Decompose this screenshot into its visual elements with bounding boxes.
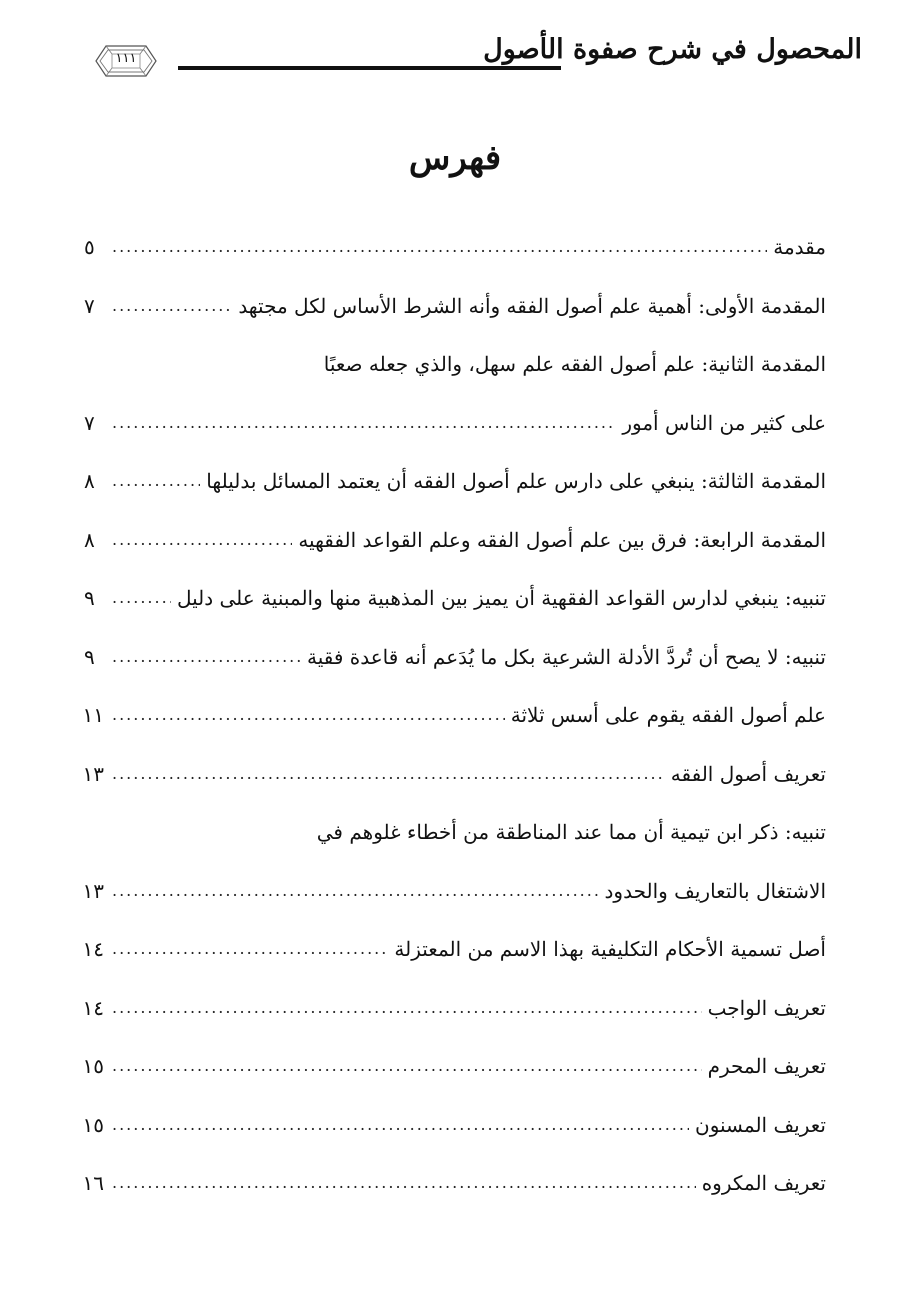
page-number-badge	[92, 42, 160, 80]
toc-entry-page: ١٥	[82, 1112, 104, 1137]
toc-entry-title: تعريف المحرم	[707, 1054, 826, 1079]
toc-leader-dots	[112, 941, 388, 957]
toc-entry-page: ١٣	[82, 878, 104, 903]
index-title: فهرس	[408, 138, 502, 178]
toc-entry-page: ٥	[84, 235, 95, 260]
toc-leader-dots	[112, 766, 665, 782]
toc-entry-page: ٧	[84, 293, 95, 318]
toc-entry-title: المقدمة الرابعة: فرق بين علم أصول الفقه وعلم القواعد الفقهيه	[298, 527, 826, 552]
toc-entry-page: ٨	[84, 469, 95, 494]
table-of-contents	[84, 218, 826, 1213]
toc-entry	[84, 803, 826, 862]
toc-entry	[84, 862, 826, 921]
toc-entry-title: المقدمة الثانية: علم أصول الفقه علم سهل، والذي جعله صعبًا	[323, 352, 826, 377]
header-rule	[178, 66, 561, 70]
toc-entry	[84, 920, 826, 979]
toc-entry	[84, 628, 826, 687]
page-header	[0, 28, 910, 88]
toc-leader-dots	[112, 649, 301, 665]
toc-entry	[84, 1037, 826, 1096]
toc-leader-dots	[112, 415, 616, 431]
toc-entry-page: ٨	[84, 527, 95, 552]
toc-entry-page: ١٣	[82, 761, 104, 786]
toc-entry-title: تعريف المسنون	[695, 1112, 826, 1137]
toc-entry	[84, 979, 826, 1038]
toc-entry	[84, 335, 826, 394]
toc-entry-title: تنبيه: ينبغي لدارس القواعد الفقهية أن يميز بين المذهبية منها والمبنية على دليل	[176, 586, 826, 611]
toc-entry-page: ٧	[84, 410, 95, 435]
toc-entry-title: الاشتغال بالتعاريف والحدود	[604, 878, 826, 903]
toc-leader-dots	[112, 707, 505, 723]
toc-entry-page: ٩	[84, 644, 95, 669]
toc-leader-dots	[112, 239, 767, 255]
toc-entry-title: علم أصول الفقه يقوم على أسس ثلاثة	[510, 703, 826, 728]
toc-entry	[84, 511, 826, 570]
toc-entry	[84, 569, 826, 628]
toc-entry-title: تعريف المكروه	[701, 1171, 826, 1196]
toc-entry-title: تنبيه: ذكر ابن تيمية أن مما عند المناطقة من أخطاء غلوهم في	[316, 820, 826, 845]
toc-entry	[84, 686, 826, 745]
toc-entry-title: المقدمة الأولى: أهمية علم أصول الفقه وأنه الشرط الأساس لكل مجتهد	[238, 293, 826, 318]
toc-leader-dots	[112, 590, 171, 606]
toc-entry-page: ١٤	[82, 995, 104, 1020]
toc-entry-page: ١٤	[82, 937, 104, 962]
toc-entry-title: تنبيه: لا يصح أن تُردَّ الأدلة الشرعية بكل ما يُدَعم أنه قاعدة فقية	[306, 644, 826, 669]
toc-entry	[84, 394, 826, 453]
toc-entry-page: ١٥	[82, 1054, 104, 1079]
toc-entry	[84, 452, 826, 511]
toc-leader-dots	[112, 473, 200, 489]
toc-leader-dots	[112, 1058, 702, 1074]
toc-leader-dots	[112, 298, 232, 314]
toc-entry	[84, 218, 826, 277]
toc-entry	[84, 1154, 826, 1213]
toc-entry-title: أصل تسمية الأحكام التكليفية بهذا الاسم من المعتزلة	[394, 937, 826, 962]
toc-entry-title: على كثير من الناس أمور	[622, 410, 826, 435]
toc-entry-title: تعريف الواجب	[707, 995, 826, 1020]
toc-entry	[84, 745, 826, 804]
toc-leader-dots	[112, 532, 292, 548]
book-title: المحصول في شرح صفوة الأصول	[483, 34, 862, 65]
page-number: ١١١	[115, 51, 137, 66]
toc-entry-page: ١٦	[82, 1171, 104, 1196]
toc-entry-page: ١١	[82, 703, 104, 728]
toc-entry-title: تعريف أصول الفقه	[670, 761, 826, 786]
toc-entry-title: مقدمة	[773, 235, 826, 260]
toc-leader-dots	[112, 1117, 689, 1133]
toc-leader-dots	[112, 1000, 702, 1016]
toc-leader-dots	[112, 1175, 696, 1191]
toc-entry	[84, 277, 826, 336]
toc-entry	[84, 1096, 826, 1155]
toc-entry-title: المقدمة الثالثة: ينبغي على دارس علم أصول الفقه أن يعتمد المسائل بدليلها	[206, 469, 826, 494]
toc-leader-dots	[112, 883, 599, 899]
toc-entry-page: ٩	[84, 586, 95, 611]
